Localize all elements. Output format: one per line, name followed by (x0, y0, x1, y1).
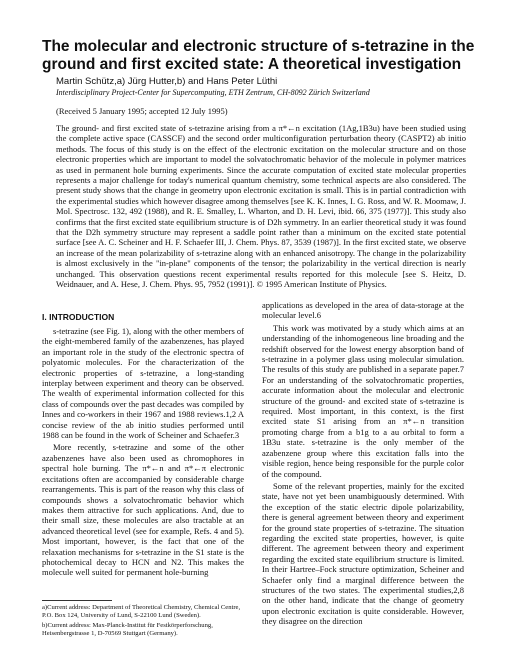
paragraph: More recently, s-tetrazine and some of the other azabenzenes have also been used as chromophores in spectral hole burning. The π*←n and π*←π electronic excitations often are accompanied by considerable charge rearrangements. This is part of the reason why this class of compounds shows a solvatochromatic behavior which makes them attractive for such applications. And, due to their small size, these molecules are also tractable at an advanced theoretical level (see for example, Refs. 4 and 5). Most important, however, is the fact that one of the relaxation mechanisms for s-tetrazine in the S1 state is the photochemical decay to HCN and N2. This makes the molecule well suited for permanent hole-burning (42, 442, 244, 578)
affiliation: Interdisciplinary Project-Center for Supercomputing, ETH Zentrum, CH-8092 Zürich Switzerland (56, 88, 370, 97)
author-list: Martin Schütz,a) Jürg Hutter,b) and Hans Peter Lüthi (56, 76, 278, 87)
right-text-column (262, 300, 464, 629)
abstract: The ground- and first excited state of s-tetrazine arising from a π*←n excitation (1Ag,1B3u) have been studied using the complete active space (CASSCF) and the second order multiconfiguration perturbation theory (CASPT2) ab initio methods. The focus of this study is on the effect of the electronic excitation on the molecular structure and on those electronic properties which are important to model the solvatochromatic behavior of the molecule in polymer matrices as used in permanent hole burning experiments. Since the accurate computation of excited state molecular properties represents a major challenge for today's numerical quantum chemistry, some technical aspects are also considered. The present study shows that the change in geometry upon electronic excitation is small. This is in partial contradiction with the experimental studies which however disagree among themselves [see K. K. Innes, I. G. Ross, and W. R. Moomaw, J. Mol. Spectrosc. 132, 492 (1988), and R. E. Smalley, L. Wharton, and D. H. Levi, ibid. 66, 375 (1977)]. This study also confirms that the first excited state equilibrium structure is of D2h symmetry. In an earlier theoretical study it was found that the D2h symmetry structure may represent a saddle point rather than a minimum on the excited state potential surface [see A. C. Scheiner and H. F. Schaefer III, J. Chem. Phys. 87, 3539 (1987)]. In the first excited state, we observe an increase of the mean polarizability of s-tetrazine along with an enhanced anisotropy. The change in the polarizability is almost exclusively in the "in-plane" components of the tensor; the polarizability in the vertical direction is nearly unchanged. This observation questions recent experimental results reported for this molecule [see S. Heitz, D. Weidnauer, and A. Hese, J. Chem. Phys. 95, 7952 (1991)]. © 1995 American Institute of Physics. (56, 123, 466, 290)
footnote-divider (42, 600, 112, 601)
footnote-a: a)Current address: Department of Theoretical Chemistry, Chemical Centre, P.O. Box 124, University of Lund, S-22100 Lund (Sweden). (42, 604, 241, 619)
section-heading-introduction: I. INTRODUCTION (42, 312, 115, 322)
received-dates: (Received 5 January 1995; accepted 12 July 1995) (56, 106, 228, 116)
left-text-column (42, 326, 244, 580)
paragraph: s-tetrazine (see Fig. 1), along with the other members of the eight-membered family of the azabenzenes, has played an important role in the study of the electronic spectra of polyatomic molecules. For the characterization of the electronic properties of s-tetrazine, a long-standing interplay between experiment and theory can be observed. The wealth of experimental information collected for this class of compounds over the past decades was compiled by Innes and co-workers in their 1967 and 1988 reviews.1,2 A concise review of the ab initio studies performed until 1988 can be found in the work of Scheiner and Schaefer.3 (42, 326, 244, 441)
article-title: The molecular and electronic structure of s-tetrazine in the ground and first excited state: A theoretical investigation (42, 38, 475, 73)
paragraph: Some of the relevant properties, mainly for the excited state, have not yet been unambiguously determined. With the exception of the static electric dipole polarizability, there is general agreement between theory and experiment for the ground state properties of s-tetrazine. The situation regarding the excited state properties, however, is quite different. The agreement between theory and experiment regarding the excited state equilibrium structure is limited. In their Hartree–Fock structure optimization, Scheiner and Schaefer only find a marginal difference between the structures of the two states. The experimental studies,2,8 on the other hand, indicate that the change of geometry upon electronic excitation is quite considerable. However, they disagree on the direction (262, 480, 464, 627)
paragraph: applications as developed in the area of data-storage at the molecular level.6 (262, 300, 464, 321)
footnote-b: b)Current address: Max-Planck-Institut für Festkörperforschung, Heisenbergstrasse 1, D-70569 Stuttgart (Germany). (42, 622, 213, 637)
footnotes (42, 604, 248, 640)
paragraph: This work was motivated by a study which aims at an understanding of the inhomogeneous line broading and the redshift observed for the lowest energy absorption band of s-tetrazine in a polymer glass using molecular simulation. The results of this study are published in a separate paper.7 For an understanding of the solvatochromatic properties, accurate information about the molecular and electronic structure of the ground- and excited state of s-tetrazine is required. Most important, in this context, is the first excited state S1 arising from an π*←n transition promoting charge from a b1g to a au orbital to form a 1B3u state. s-tetrazine is the only member of the azabenzene group where this excitation falls into the visible region, hence being responsible for the purple color of the compound. (262, 322, 464, 479)
